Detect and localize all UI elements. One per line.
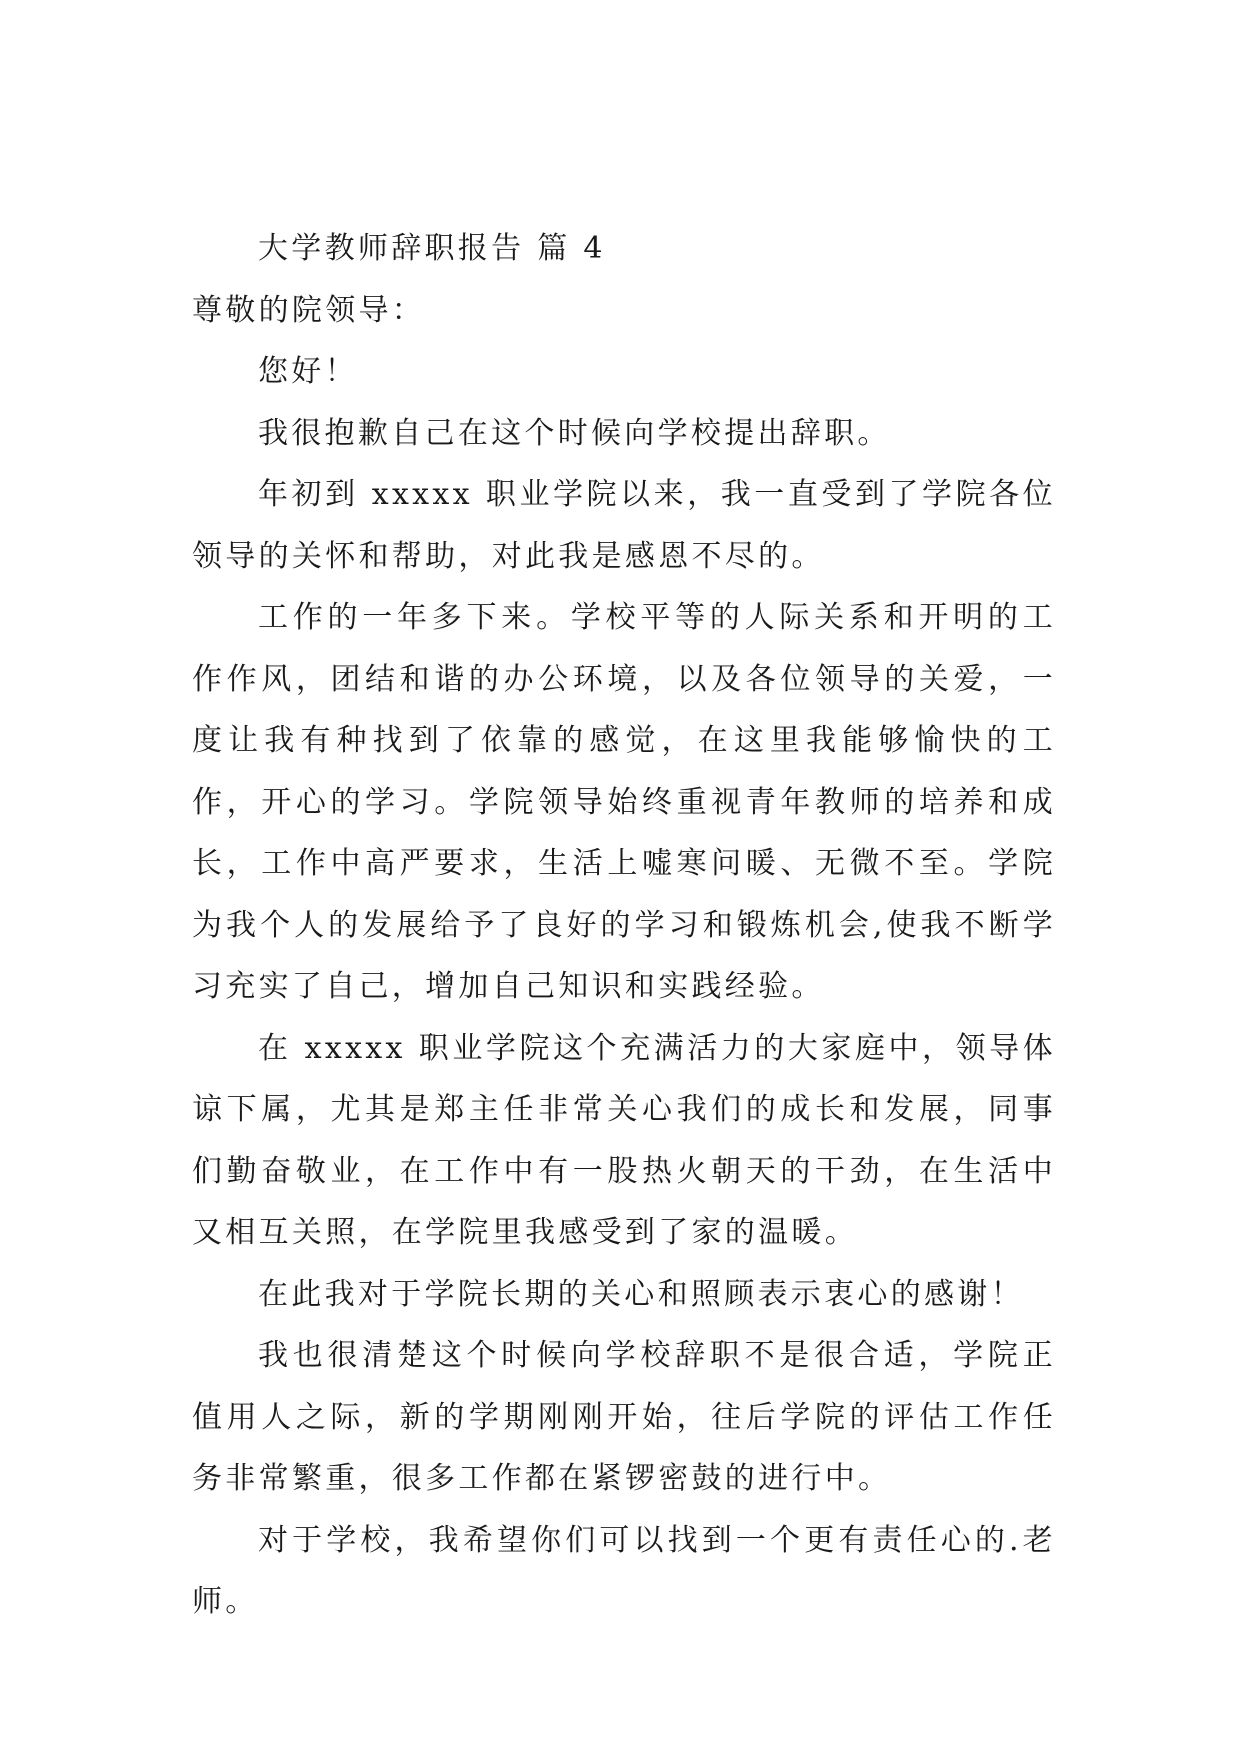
paragraph-4: 在 xxxxx 职业学院这个充满活力的大家庭中，领导体谅下属，尤其是郑主任非常关心我们的成长和发展，同事们勤奋敬业，在工作中有一股热火朝天的干劲，在生活中又相互关照，在学院里我感受到了家的温暖。 (192, 1030, 1056, 1250)
document-title: 大学教师辞职报告 篇 4 (258, 231, 606, 266)
paragraph-2: 年初到 xxxxx 职业学院以来，我一直受到了学院各位领导的关怀和帮助，对此我是感恩不尽的。 (192, 477, 1056, 574)
paragraph-5: 在此我对于学院长期的关心和照顾表示衷心的感谢！ (258, 1276, 1024, 1312)
document-body (192, 218, 1056, 1633)
paragraph-3: 工作的一年多下来。学校平等的人际关系和开明的工作作风，团结和谐的办公环境，以及各位领导的关爱，一度让我有种找到了依靠的感觉，在这里我能够愉快的工作，开心的学习。学院领导始终重视青年教师的培养和成长，工作中高严要求，生活上嘘寒问暖、无微不至。学院为我个人的发展给予了良好的学习和锻炼机会,使我不断学习充实了自己，增加自己知识和实践经验。 (192, 600, 1056, 1004)
greeting: 您好！ (258, 354, 358, 389)
salutation: 尊敬的院领导： (192, 292, 426, 328)
paragraph-7: 对于学校，我希望你们可以找到一个更有责任心的.老师。 (192, 1522, 1056, 1619)
paragraph-1: 我很抱歉自己在这个时候向学校提出辞职。 (258, 415, 891, 451)
paragraph-6: 我也很清楚这个时候向学校辞职不是很合适，学院正值用人之际，新的学期刚刚开始，往后学院的评估工作任务非常繁重，很多工作都在紧锣密鼓的进行中。 (192, 1338, 1056, 1496)
